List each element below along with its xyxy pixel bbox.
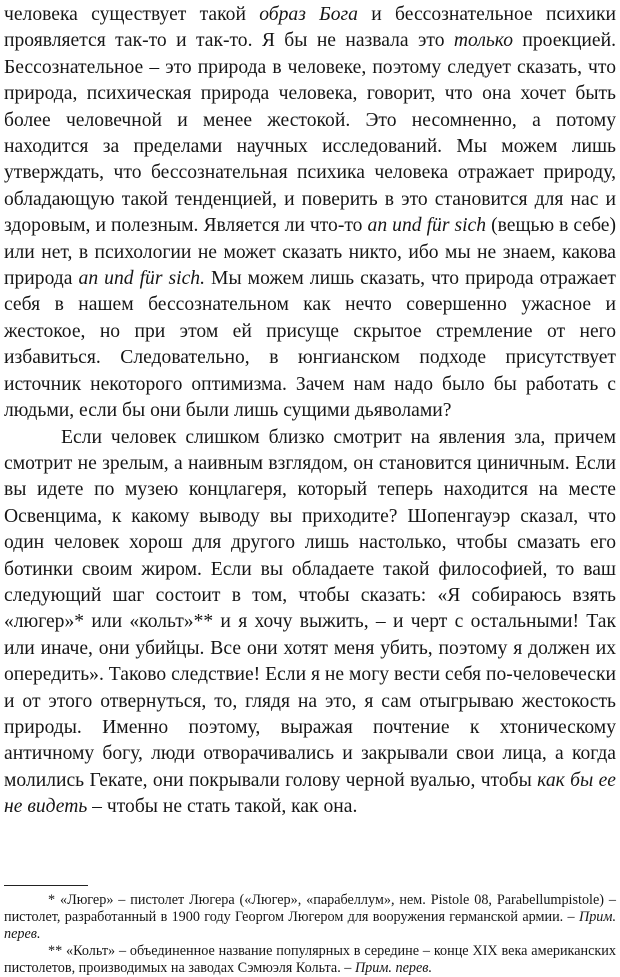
- italic-segment: как бы ее не видеть: [4, 769, 616, 818]
- text-segment: (вещью в себе) или нет, в психологии не может сказать никто, ибо мы не знаем, какова природа: [4, 215, 616, 290]
- main-text: [4, 2, 616, 821]
- paragraph-2: [4, 425, 616, 821]
- text-segment: проекцией. Бессознательное – это природа в человеке, поэтому следует сказать, что природа, психическая природа человека, говорит, что она хочет быть более человечной и менее жестокой. Это несомненно, а потому находится за пределами научных исследований. Мы можем лишь утверждать, что бессознательная психика человека отражает природу, обладающую такой тенденцией, и поверить в это становится для нас и здоровым, и полезным. Является ли что-то: [4, 30, 616, 237]
- italic-segment: an und für sich.: [78, 268, 205, 290]
- footnote-text: ** «Кольт» – объединенное название популярных в середине – конце XIX века американских пистолетов, производимых на заводах Сэмюэля Кольта. –: [4, 942, 616, 976]
- italic-segment: образ Бога: [259, 4, 358, 25]
- footnote-separator: [4, 885, 88, 886]
- italic-segment: an und für sich: [367, 215, 487, 237]
- footnote-text: * «Люгер» – пистолет Люгера («Люгер», «парабеллум», нем. Pistole 08, Parabellumpistole) – пистолет, разработанный в 1900 году Георгом Люгером для вооружения германской армии. –: [4, 891, 616, 925]
- text-segment: человека существует такой: [4, 4, 260, 25]
- italic-segment: только: [453, 30, 514, 52]
- text-segment: Мы можем лишь сказать, что природа отражает себя в нашем бессознательном как нечто совершенно ужасное и жестокое, но при этом ей присуще скрытое стремление от него избавиться. Следовательно, в юнгианском подходе присутствует источник некоторого оптимизма. Зачем нам надо было бы работать с людьми, если бы они были лишь сущими дьяволами?: [4, 268, 616, 422]
- text-segment: и бессознательное психики проявляется так-то и так-то. Я бы не назвала это: [4, 4, 616, 52]
- paragraph-1: [4, 2, 616, 425]
- footnote-italic: Прим. перев.: [354, 959, 433, 976]
- footnote-2: [4, 943, 616, 977]
- footnotes: [4, 892, 616, 977]
- text-segment: – чтобы не стать такой, как она.: [87, 796, 358, 818]
- text-segment: Если человек слишком близко смотрит на явления зла, причем смотрит не зрелым, а наивным взглядом, он становится циничным. Если вы идете по музею концлагеря, который теперь находится на месте Освенцима, к какому выводу вы приходите? Шопенгауэр сказал, что один человек хорош для другого лишь настолько, чтобы смазать его ботинки своим жиром. Если вы обладаете такой философией, то ваш следующий шаг состоит в том, чтобы сказать: «Я собираюсь взять «люгер»* или «кольт»** и я хочу выжить, – и черт с остальными! Так или иначе, они убийцы. Все они хотят меня убить, поэтому я должен их опередить». Таково следствие! Если я не могу вести себя по-человечески и от этого отвернуться, то, глядя на это, я сам отыгрываю жестокость природы. Именно поэтому, выражая почтение к хтоническому античному богу, люди отворачивались и закрывали свои лица, а когда молились Гекате, они покрывали голову черной вуалью, чтобы: [4, 426, 616, 791]
- footnote-1: [4, 892, 616, 943]
- footnote-italic: Прим. перев.: [4, 908, 616, 942]
